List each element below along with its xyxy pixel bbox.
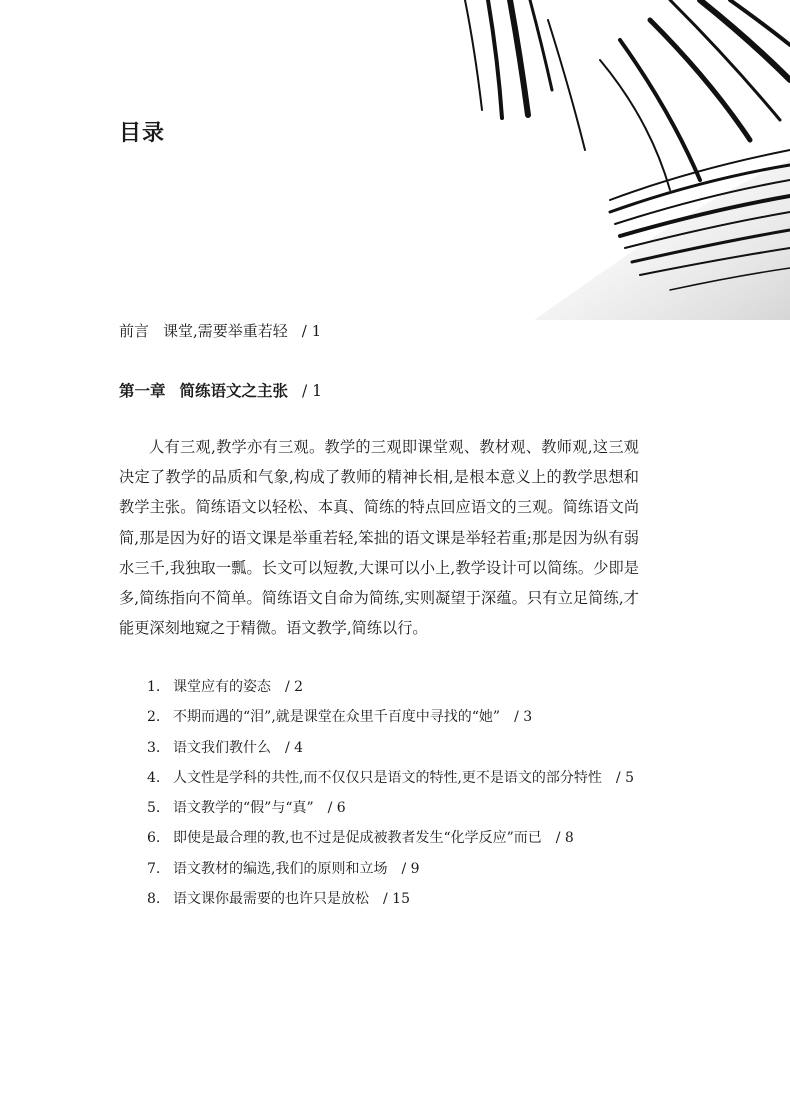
chapter-section-list bbox=[147, 672, 647, 914]
toc-section-item[interactable] bbox=[147, 733, 647, 763]
section-title: 即使是最合理的教,也不过是促成被教者发生“化学反应”而已 bbox=[173, 830, 542, 847]
toc-entry-chapter-1[interactable] bbox=[119, 379, 322, 401]
section-title: 语文课你最需要的也许只是放松 bbox=[173, 891, 369, 908]
preface-page: / 1 bbox=[301, 322, 322, 340]
toc-section-item[interactable] bbox=[147, 793, 647, 823]
section-title: 语文教学的“假”与“真” bbox=[173, 800, 314, 817]
toc-entry-preface[interactable] bbox=[119, 320, 321, 341]
section-number: 2. bbox=[147, 709, 161, 726]
section-page: / 4 bbox=[285, 739, 304, 756]
section-title: 语文教材的编选,我们的原则和立场 bbox=[173, 860, 388, 877]
chapter-intro-paragraph: 人有三观,教学亦有三观。教学的三观即课堂观、教材观、教师观,这三观决定了教学的品质和气象,构成了教师的精神长相,是根本意义上的教学思想和教学主张。简练语文以轻松、本真、简练的特点回应语文的三观。简练语文尚简,那是因为好的语文课是举重若轻,笨拙的语文课是举轻若重;那是因为纵有弱水三千,我独取一瓢。长文可以短教,大课可以小上,教学设计可以简练。少即是多,简练指向不简单。简练语文自命为简练,实则凝望于深蕴。只有立足简练,才能更深刻地窥之于精微。语文教学,简练以行。 bbox=[119, 438, 639, 638]
section-page: / 2 bbox=[285, 679, 304, 695]
section-number: 5. bbox=[147, 800, 161, 817]
toc-title: 目录 bbox=[119, 121, 166, 146]
section-page: / 5 bbox=[615, 769, 634, 786]
preface-label: 前言 bbox=[119, 322, 150, 340]
section-title: 课堂应有的姿态 bbox=[173, 679, 271, 695]
toc-section-item[interactable] bbox=[147, 823, 647, 853]
section-number: 7. bbox=[147, 860, 161, 877]
toc-section-item[interactable] bbox=[147, 884, 647, 914]
chapter-page: / 1 bbox=[302, 382, 323, 400]
section-page: / 9 bbox=[401, 860, 420, 877]
section-page: / 6 bbox=[327, 800, 346, 817]
section-number: 1. bbox=[147, 679, 161, 695]
section-number: 8. bbox=[147, 891, 161, 908]
section-title: 语文我们教什么 bbox=[173, 739, 271, 756]
page-curl-decoration bbox=[370, 0, 790, 320]
section-page: / 15 bbox=[383, 891, 410, 908]
section-title: 不期而遇的“泪”,就是课堂在众里千百度中寻找的“她” bbox=[173, 709, 501, 726]
section-number: 6. bbox=[147, 830, 161, 847]
chapter-title: 简练语文之主张 bbox=[179, 382, 289, 400]
toc-section-item[interactable] bbox=[147, 672, 647, 702]
preface-title: 课堂,需要举重若轻 bbox=[163, 322, 288, 340]
toc-section-item[interactable] bbox=[147, 702, 647, 732]
toc-section-item[interactable] bbox=[147, 854, 647, 884]
section-number: 3. bbox=[147, 739, 161, 756]
section-title: 人文性是学科的共性,而不仅仅只是语文的特性,更不是语文的部分特性 bbox=[173, 769, 602, 786]
chapter-label: 第一章 bbox=[119, 382, 166, 400]
toc-section-item[interactable] bbox=[147, 763, 647, 793]
section-page: / 8 bbox=[555, 830, 574, 847]
section-page: / 3 bbox=[514, 709, 533, 726]
section-number: 4. bbox=[147, 769, 161, 786]
